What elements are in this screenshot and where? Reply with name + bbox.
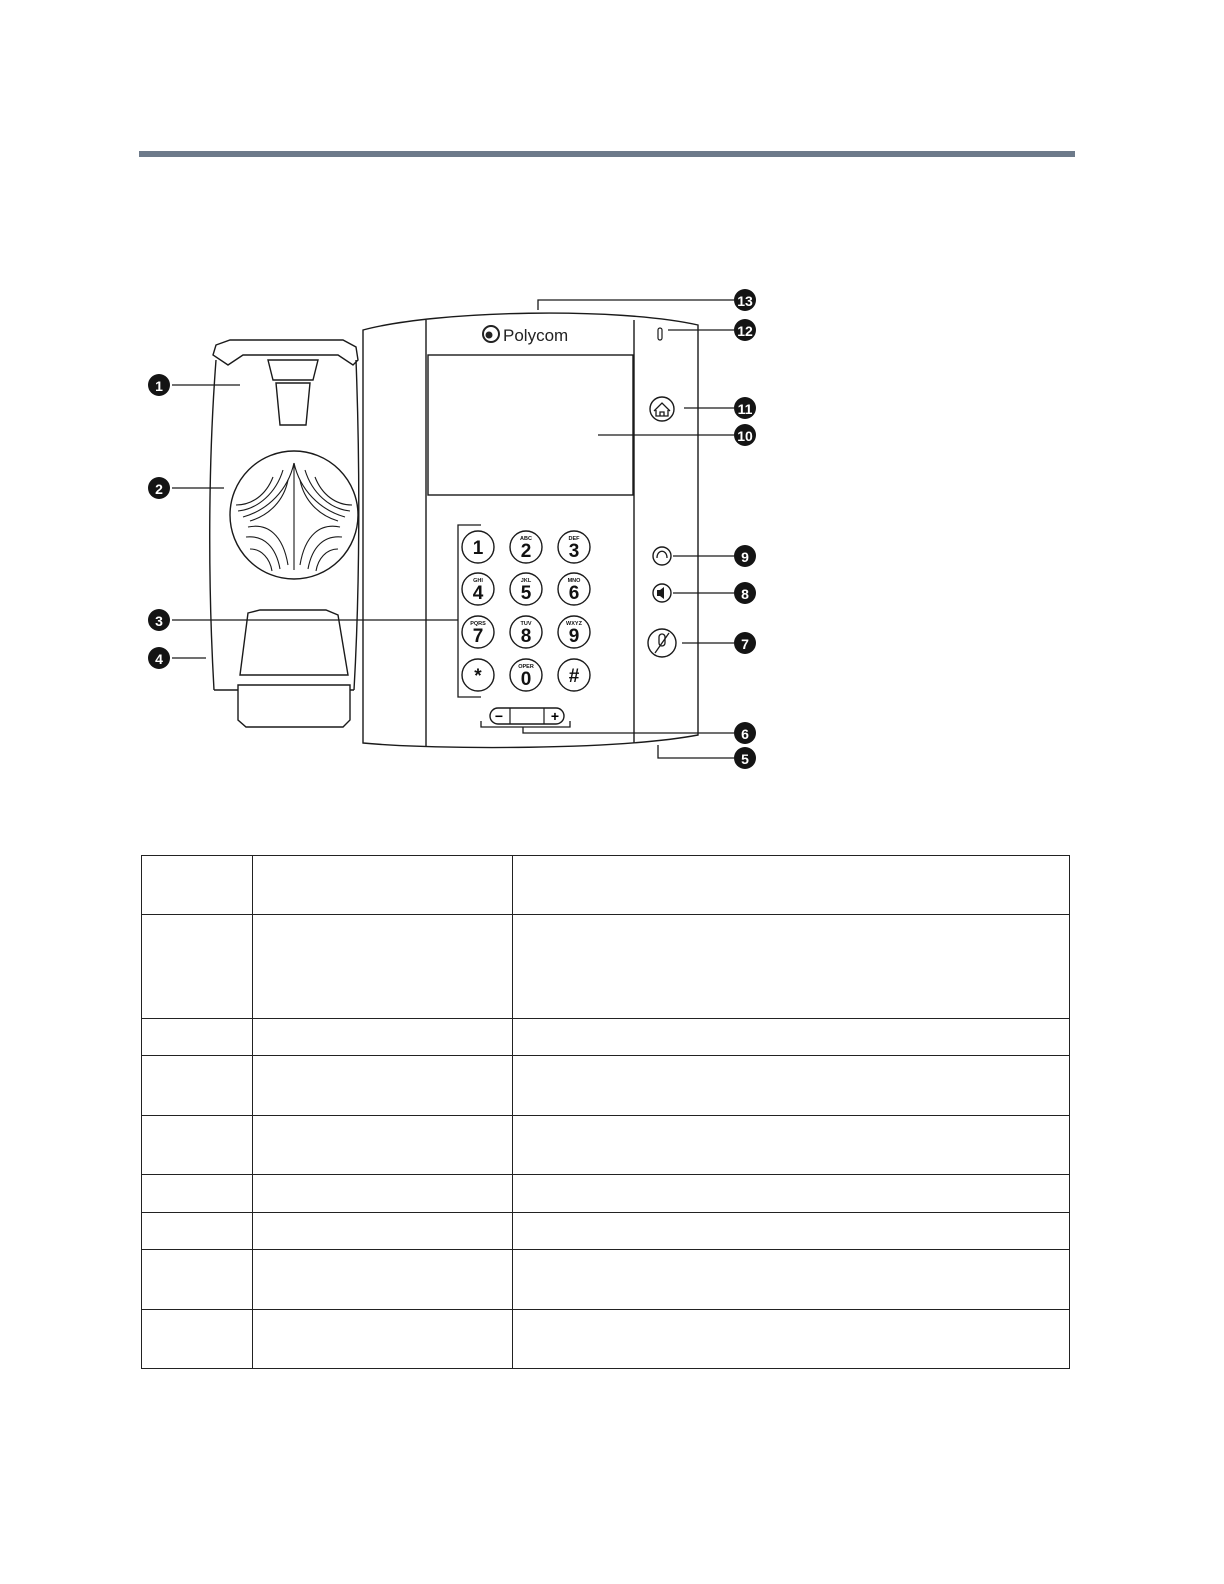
svg-text:2: 2 xyxy=(155,481,163,497)
callout-4 xyxy=(148,647,170,669)
table-cell-feature xyxy=(253,1019,513,1056)
table-row xyxy=(142,1213,1070,1250)
volume-up-label: + xyxy=(550,708,560,724)
table-cell-number xyxy=(142,1310,253,1369)
key-5[interactable] xyxy=(510,573,542,605)
key-digit: 3 xyxy=(568,541,580,562)
key-digit: 6 xyxy=(568,583,580,604)
key-digit: 7 xyxy=(472,626,484,647)
key-1[interactable] xyxy=(462,531,494,563)
key-letters: MNO xyxy=(567,578,581,584)
table-cell-feature xyxy=(253,915,513,1019)
key-digit: # xyxy=(568,666,580,687)
svg-text:13: 13 xyxy=(737,293,753,309)
callout-10 xyxy=(734,424,756,446)
table-row xyxy=(142,1250,1070,1310)
callout-7 xyxy=(734,632,756,654)
table-cell-description xyxy=(513,1019,1070,1056)
table-row xyxy=(142,856,1070,915)
key-9[interactable] xyxy=(558,616,590,648)
table-cell-feature xyxy=(253,1250,513,1310)
table-cell-number xyxy=(142,1175,253,1213)
table-cell-feature xyxy=(253,1175,513,1213)
svg-text:9: 9 xyxy=(741,549,749,565)
callout-5 xyxy=(734,747,756,769)
table-row xyxy=(142,1019,1070,1056)
table-cell-number xyxy=(142,1213,253,1250)
callout-2 xyxy=(148,477,170,499)
key-digit: 4 xyxy=(472,583,484,604)
table-cell-number xyxy=(142,856,253,915)
svg-text:8: 8 xyxy=(741,586,749,602)
key-letters: PQRS xyxy=(470,621,486,627)
key-star[interactable] xyxy=(462,659,494,691)
home-button[interactable] xyxy=(650,397,674,421)
table-cell-description xyxy=(513,1175,1070,1213)
svg-text:1: 1 xyxy=(155,378,163,394)
table-row xyxy=(142,915,1070,1019)
callout-9 xyxy=(734,545,756,567)
svg-text:4: 4 xyxy=(155,651,163,667)
svg-text:11: 11 xyxy=(737,401,753,417)
svg-text:10: 10 xyxy=(737,428,753,444)
key-digit: 5 xyxy=(520,583,532,604)
svg-text:6: 6 xyxy=(741,726,749,742)
phone-figure xyxy=(138,265,798,775)
header-rule xyxy=(139,151,1075,157)
table-cell-description xyxy=(513,1056,1070,1116)
key-digit: 2 xyxy=(520,541,532,562)
message-indicator xyxy=(658,328,662,340)
table-cell-description xyxy=(513,915,1070,1019)
key-letters: OPER xyxy=(518,664,534,670)
speakerphone-button[interactable] xyxy=(653,584,671,602)
table-cell-description xyxy=(513,856,1070,915)
feature-table xyxy=(141,855,1070,1369)
key-2[interactable] xyxy=(510,531,542,563)
mute-button[interactable] xyxy=(648,629,676,657)
callout-6 xyxy=(734,722,756,744)
key-6[interactable] xyxy=(558,573,590,605)
table-cell-number xyxy=(142,1019,253,1056)
key-pound[interactable] xyxy=(558,659,590,691)
svg-text:7: 7 xyxy=(741,636,749,652)
key-4[interactable] xyxy=(462,573,494,605)
volume-down-label: − xyxy=(494,708,504,724)
table-cell-number xyxy=(142,915,253,1019)
headset-button[interactable] xyxy=(653,547,671,565)
svg-text:Polycom: Polycom xyxy=(503,326,569,345)
key-3[interactable] xyxy=(558,531,590,563)
callout-1 xyxy=(148,374,170,396)
table-cell-number xyxy=(142,1116,253,1175)
svg-text:5: 5 xyxy=(741,751,749,767)
table-row xyxy=(142,1310,1070,1369)
callout-12 xyxy=(734,319,756,341)
table-cell-description xyxy=(513,1250,1070,1310)
key-digit: * xyxy=(474,666,482,687)
key-letters: TUV xyxy=(520,621,532,627)
table-cell-feature xyxy=(253,1056,513,1116)
key-letters: WXYZ xyxy=(566,621,582,627)
svg-text:3: 3 xyxy=(155,613,163,629)
key-0[interactable] xyxy=(510,659,542,691)
key-letters: ABC xyxy=(520,536,532,542)
table-row xyxy=(142,1056,1070,1116)
callout-13 xyxy=(734,289,756,311)
table-cell-description xyxy=(513,1310,1070,1369)
table-row xyxy=(142,1175,1070,1213)
callout-8 xyxy=(734,582,756,604)
table-cell-description xyxy=(513,1116,1070,1175)
key-digit: 8 xyxy=(520,626,532,647)
table-row xyxy=(142,1116,1070,1175)
callout-3 xyxy=(148,609,170,631)
key-digit: 1 xyxy=(472,538,484,559)
table-cell-feature xyxy=(253,856,513,915)
svg-text:12: 12 xyxy=(737,323,753,339)
key-digit: 0 xyxy=(520,669,532,690)
phone-illustration xyxy=(138,265,798,775)
key-7[interactable] xyxy=(462,616,494,648)
table-cell-feature xyxy=(253,1213,513,1250)
table-cell-feature xyxy=(253,1116,513,1175)
table-cell-number xyxy=(142,1250,253,1310)
key-8[interactable] xyxy=(510,616,542,648)
table-cell-feature xyxy=(253,1310,513,1369)
key-letters: GHI xyxy=(473,578,483,584)
handset xyxy=(210,340,359,727)
key-letters: JKL xyxy=(520,578,532,584)
table-cell-description xyxy=(513,1213,1070,1250)
key-digit: 9 xyxy=(568,626,580,647)
key-letters: DEF xyxy=(568,536,580,542)
callout-11 xyxy=(734,397,756,419)
volume-control[interactable] xyxy=(490,708,564,724)
table-cell-number xyxy=(142,1056,253,1116)
